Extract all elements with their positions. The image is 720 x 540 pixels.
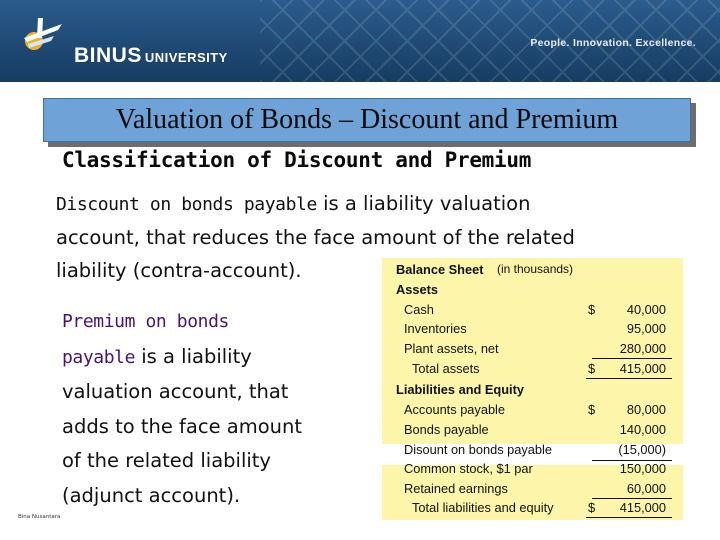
row-amount: 415,000 (619, 361, 666, 376)
total-rule (586, 517, 672, 518)
table-row (382, 442, 683, 461)
paragraph-line: adds to the face amount (62, 414, 303, 438)
logo-primary: BINUS (74, 44, 142, 67)
assets-heading-row (382, 282, 683, 301)
subtotal-rule (592, 358, 672, 359)
tagline: People. Innovation. Excellence. (530, 37, 696, 49)
paragraph-text: is a liability (135, 344, 252, 368)
table-row (382, 321, 683, 340)
paragraph-line (56, 187, 676, 221)
row-label: Common stock, $1 par (404, 461, 533, 476)
subtotal-rule (592, 498, 672, 499)
row-amount: 140,000 (619, 422, 666, 437)
row-label: Accounts payable (404, 402, 506, 417)
balance-sheet-title: Balance Sheet (396, 262, 484, 277)
row-amount: 40,000 (626, 302, 666, 317)
table-row (382, 402, 683, 421)
row-amount: 280,000 (619, 341, 666, 356)
slide-title: Valuation of Bonds – Discount and Premium (115, 104, 619, 135)
paragraph-line: liability (contra-account). (56, 259, 302, 282)
paragraph-text: is a liability valuation (316, 192, 531, 215)
paragraph-line: of the related liability (62, 449, 271, 472)
row-amount: 60,000 (626, 481, 666, 496)
row-label: Plant assets, net (404, 341, 499, 356)
row-label: Total liabilities and equity (412, 500, 554, 515)
currency-symbol: $ (588, 500, 596, 515)
premium-term-line1: Premium on bonds (62, 311, 229, 332)
row-label: Cash (404, 302, 434, 317)
total-rule (586, 378, 672, 379)
footer-note: Bina Nusantara (18, 514, 61, 520)
row-label: Total assets (412, 361, 480, 376)
row-label: Disount on bonds payable (404, 442, 552, 457)
balance-sheet-header (382, 262, 683, 281)
row-amount: 150,000 (619, 461, 666, 476)
row-label: Bonds payable (404, 422, 489, 437)
header-banner (0, 0, 720, 82)
row-amount: (15,000) (618, 442, 666, 457)
discount-term: Discount on bonds payable (56, 194, 317, 215)
table-row (382, 302, 683, 321)
row-label: Retained earnings (404, 481, 508, 496)
paragraph-line: valuation account, that (62, 380, 289, 403)
assets-heading: Assets (396, 282, 438, 297)
binus-logo-icon (18, 14, 68, 64)
premium-term-line2: payable (62, 346, 136, 368)
table-row (382, 422, 683, 441)
currency-symbol: $ (588, 302, 596, 317)
row-amount: 415,000 (619, 500, 666, 515)
row-label: Inventories (404, 321, 467, 336)
slide-subtitle: Classification of Discount and Premium (62, 148, 532, 172)
paragraph-line (62, 340, 362, 376)
row-amount: 95,000 (626, 321, 666, 336)
liabilities-heading-row (382, 382, 683, 401)
logo-secondary: UNIVERSITY (144, 50, 228, 65)
paragraph-line: (adjunct account). (62, 483, 241, 507)
title-box (43, 98, 691, 142)
university-logo-text (74, 44, 228, 68)
row-amount: 80,000 (626, 402, 666, 417)
currency-symbol: $ (588, 402, 596, 417)
balance-sheet-panel (382, 258, 683, 520)
liabilities-heading: Liabilities and Equity (396, 382, 524, 397)
unit-note: (in thousands) (497, 262, 574, 276)
table-row (382, 461, 683, 480)
paragraph-line: account, that reduces the face amount of the related (56, 226, 575, 249)
currency-symbol: $ (588, 361, 596, 376)
premium-paragraph (62, 305, 362, 513)
